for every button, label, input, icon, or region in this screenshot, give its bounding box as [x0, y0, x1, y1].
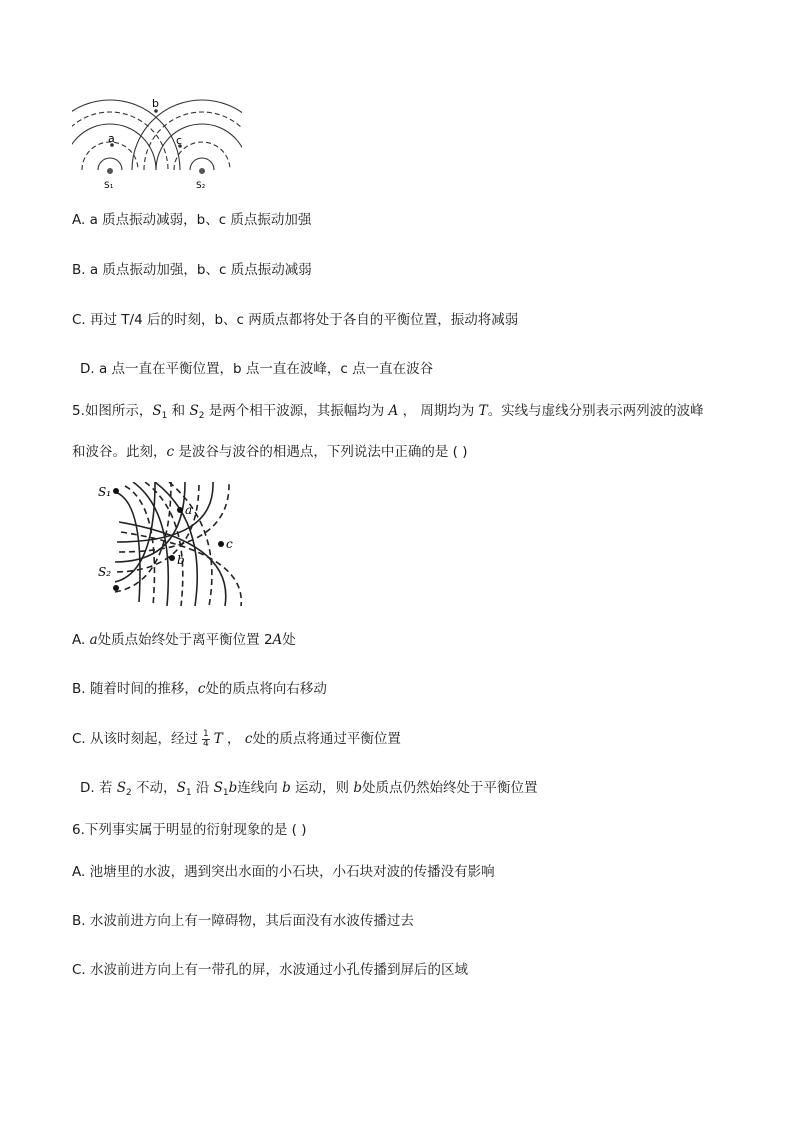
label-s2: S₂ [196, 181, 206, 191]
q5-option-d: D. 若 $S_2$ 不动，$S_1$ 沿 $S_1b$连线向 b 运动，则 b处质点仍然始终处于平衡位置 [80, 780, 538, 798]
label-b: b [152, 97, 159, 110]
label-s1: S₁ [104, 181, 114, 191]
fig2-source-s1-dot [113, 488, 119, 494]
fraction-one-quarter: $\frac{1}{4}$ [203, 728, 209, 749]
q5-stem-line2: 和波谷。此刻，c 是波谷与波谷的相遇点，下列说法中正确的是 ( ) [72, 444, 468, 460]
fig2-label-a: a [185, 503, 193, 517]
q5-stem-line1: 5.如图所示，$S_1$ 和 $S_2$ 是两个相干波源，其振幅均为 A ， 周期均为 T。实线与虚线分别表示两列波的波峰 [72, 403, 704, 421]
q6-option-a: A. 池塘里的水波，遇到突出水面的小石块，小石块对波的传播没有影响 [72, 864, 495, 880]
q6-option-b: B. 水波前进方向上有一障碍物，其后面没有水波传播过去 [72, 913, 414, 929]
fig2-source-s2-dot [113, 585, 119, 591]
fig2-label-s2: S₂ [98, 565, 112, 579]
label-c: c [176, 134, 183, 147]
source-s2-dot [199, 168, 205, 174]
q6-option-c: C. 水波前进方向上有一带孔的屏，水波通过小孔传播到屏后的区域 [72, 962, 469, 978]
q4-option-d: D. a 点一直在平衡位置，b 点一直在波峰，c 点一直在波谷 [80, 361, 434, 377]
fig2-point-b-dot [169, 555, 175, 561]
fig2-label-s1: S₁ [98, 485, 112, 499]
fig2-label-c: c [226, 537, 233, 551]
source-s1-dot [107, 168, 113, 174]
q6-stem: 6.下列事实属于明显的衍射现象的是 ( ) [72, 822, 307, 838]
q5-option-a: A. a处质点始终处于离平衡位置 2A处 [72, 632, 296, 648]
q4-option-a: A. a 质点振动减弱，b、c 质点振动加强 [72, 212, 312, 228]
q4-option-b: B. a 质点振动加强，b、c 质点振动减弱 [72, 262, 312, 278]
interference-figure-1 [72, 92, 242, 196]
interference-figure-2 [95, 482, 255, 606]
label-a: a [108, 132, 115, 145]
fig2-point-c-dot [218, 541, 224, 547]
fig2-point-a-dot [177, 507, 183, 513]
q4-option-c: C. 再过 T/4 后的时刻，b、c 两质点都将处于各自的平衡位置，振动将减弱 [72, 312, 519, 328]
fig2-label-b: b [177, 553, 185, 567]
q5-option-b: B. 随着时间的推移，c处的质点将向右移动 [72, 681, 327, 697]
q5-option-c: C. 从该时刻起，经过 $\frac{1}{4}$ T ， c处的质点将通过平衡位置 [72, 728, 401, 749]
